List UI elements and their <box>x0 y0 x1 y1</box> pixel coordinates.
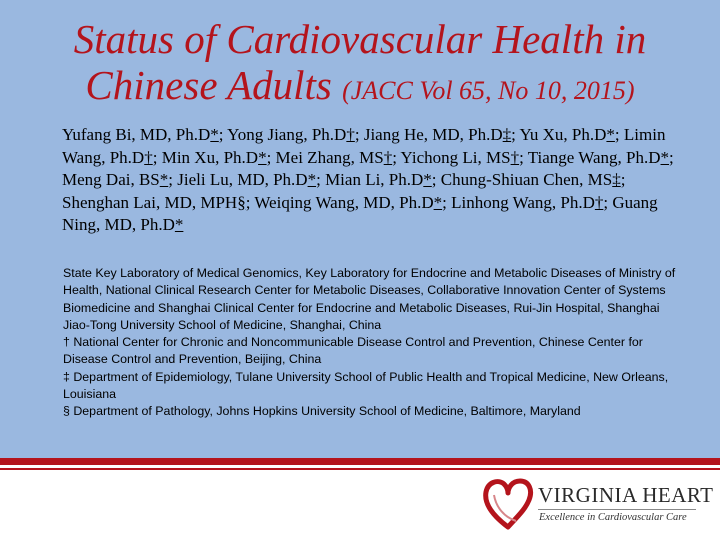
footer-red-line <box>0 468 720 470</box>
author-affiliation-mark: ‡ <box>612 170 621 189</box>
author-separator: ; <box>218 125 228 144</box>
author-name: Linhong Wang, Ph.D <box>451 192 595 212</box>
affiliation-item: State Key Laboratory of Medical Genomics, Key Laboratory for Endocrine and Metabolic Diseases of Ministry of Health, National Clinical Research Center for Metabolic Diseases, Collaborative Innovation Center of Systems Biomedicine and Shanghai Clinical Center for Endocrine and Metabolic Diseases, Rui-Jin Hospital, Shanghai Jiao-Tong University School of Medicine, Shanghai, China <box>63 266 676 332</box>
author-affiliation-mark: * <box>210 125 219 144</box>
author-separator: ; <box>316 170 326 189</box>
author-entry <box>62 170 177 189</box>
author-affiliation-mark: * <box>258 147 267 167</box>
author-name: Meng Dai, BS <box>62 170 160 189</box>
logo-tagline: Excellence in Cardiovascular Care <box>539 512 687 523</box>
author-entry <box>364 125 520 144</box>
author-name: Tiange Wang, Ph.D <box>527 147 661 167</box>
author-affiliation-mark: * <box>660 147 670 167</box>
author-affiliation-mark: * <box>433 192 443 212</box>
author-separator: ; <box>431 170 441 189</box>
author-affiliation-mark: * <box>159 170 169 189</box>
author-separator: ; <box>511 125 520 144</box>
author-entry <box>451 193 612 212</box>
author-separator: ; <box>152 147 162 167</box>
title-line-2 <box>0 62 720 114</box>
author-entry <box>276 148 401 167</box>
author-entry <box>528 148 674 167</box>
author-entry <box>401 148 528 167</box>
author-entry <box>62 125 227 144</box>
author-affiliation-mark: † <box>346 125 355 144</box>
author-entry <box>520 125 624 144</box>
author-name: Mian Li, Ph.D <box>325 170 424 189</box>
author-affiliation-mark: * <box>307 170 317 189</box>
title-main: Chinese Adults <box>85 62 332 108</box>
author-name: Yu Xu, Ph.D <box>519 125 607 144</box>
author-name: Yufang Bi, MD, Ph.D <box>62 125 211 144</box>
author-affiliation-mark: * <box>423 170 432 189</box>
author-name: Guang Ning, MD, Ph.D <box>62 192 658 234</box>
author-name: Min Xu, Ph.D <box>161 147 259 167</box>
affiliation-list <box>63 265 683 421</box>
author-affiliation-mark: § <box>237 192 246 212</box>
author-affiliation-mark: † <box>594 192 604 212</box>
author-name: Limin Wang, Ph.D <box>62 125 666 167</box>
author-separator: ; <box>442 192 452 212</box>
author-entry <box>254 193 451 212</box>
author-name: Jieli Lu, MD, Ph.D <box>177 170 308 189</box>
author-affiliation-mark: † <box>510 147 520 167</box>
title-citation: (JACC Vol 65, No 10, 2015) <box>342 76 635 105</box>
affiliation-item: § Department of Pathology, Johns Hopkins University School of Medicine, Baltimore, Maryland <box>63 404 581 419</box>
author-entry <box>177 170 325 189</box>
author-separator: ; <box>620 170 626 189</box>
author-separator: ; <box>519 147 528 167</box>
author-separator: ; <box>354 125 364 144</box>
author-separator: ; <box>245 192 255 212</box>
title-line-1: Status of Cardiovascular Health in <box>73 16 647 62</box>
affiliation-item: † National Center for Chronic and Noncommunicable Disease Control and Prevention, Chinese Center for Disease Control and Prevention, Beijing, China <box>63 335 643 367</box>
page-title <box>0 16 720 114</box>
virginia-heart-logo <box>482 475 714 535</box>
author-affiliation-mark: * <box>174 215 184 234</box>
heart-ribbon-icon <box>482 475 534 533</box>
author-entry <box>227 125 364 144</box>
affiliation-item: ‡ Department of Epidemiology, Tulane University School of Public Health and Tropical Medicine, New Orleans, Louisiana <box>63 369 669 402</box>
author-separator: ; <box>266 147 276 167</box>
author-name: Yong Jiang, Ph.D <box>227 125 347 144</box>
author-entry <box>441 170 626 189</box>
logo-divider <box>538 509 696 510</box>
author-separator: ; <box>392 147 401 167</box>
author-affiliation-mark: ‡ <box>502 125 512 144</box>
author-name: Yichong Li, MS <box>400 147 511 167</box>
author-list <box>62 124 682 237</box>
author-name: Weiqing Wang, MD, Ph.D <box>254 192 434 212</box>
author-name: Chung-Shiuan Chen, MS <box>440 170 613 189</box>
author-name: Shenghan Lai, MD, MPH <box>62 192 238 212</box>
author-name: Mei Zhang, MS <box>275 147 384 167</box>
author-entry <box>62 193 254 212</box>
author-affiliation-mark: † <box>383 147 393 167</box>
author-separator: ; <box>168 170 178 189</box>
author-separator: ; <box>669 147 674 167</box>
author-separator: ; <box>614 125 624 144</box>
author-entry <box>162 148 276 167</box>
author-name: Jiang He, MD, Ph.D <box>363 125 503 144</box>
author-affiliation-mark: * <box>606 125 615 144</box>
logo-name: VIRGINIA HEART <box>538 483 714 507</box>
author-separator: ; <box>603 192 613 212</box>
footer-red-bar <box>0 458 720 465</box>
author-entry <box>325 170 441 189</box>
author-affiliation-mark: † <box>144 147 153 167</box>
